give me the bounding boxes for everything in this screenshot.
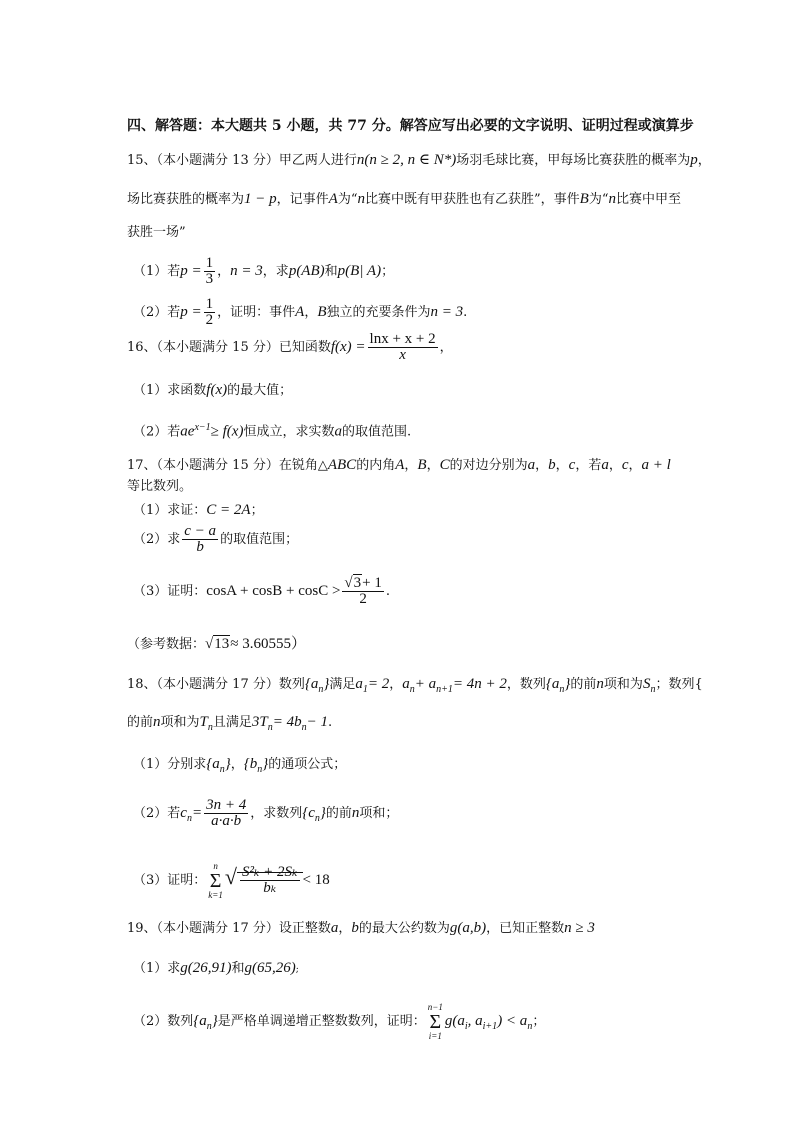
q15-math: p = [180, 304, 202, 320]
q18-math: } [262, 756, 269, 772]
q19-math: g(a [444, 1013, 465, 1029]
q15-math: n = 3 [430, 304, 464, 320]
q18-math: − 1 [306, 714, 328, 730]
q15-text: . [463, 305, 468, 320]
q19-math: } [211, 1013, 218, 1029]
part-label: （2）数列 [133, 1014, 194, 1029]
fraction-num: 1 [205, 296, 214, 312]
subscript: n [314, 813, 320, 824]
radicand: 13 [214, 636, 230, 652]
part-label: （1）分别求 [133, 757, 207, 772]
q18-math: {a [206, 756, 220, 772]
q18-text: 的前 [127, 715, 154, 730]
q17-reference: （参考数据：√13≈ 3.60555） [127, 636, 306, 652]
sum-upper: n [213, 860, 218, 871]
subscript: n [318, 684, 324, 695]
q16-text: 的取值范围. [341, 424, 412, 440]
q15-math: n = 3 [230, 263, 263, 279]
q15-text: 比赛中既有甲获胜也有乙获胜”，事件 [364, 192, 580, 207]
part-label: （1）求函数 [133, 383, 207, 398]
q17-math: a [601, 457, 609, 473]
fraction-num: 1 [205, 255, 214, 271]
q15-text: 和 [324, 264, 338, 279]
q16-math: ≥ f(x) [210, 423, 244, 440]
q19-math: ) < a [497, 1013, 528, 1029]
q18-math: 3T [251, 714, 268, 730]
q17-part1 [133, 501, 794, 520]
q19-math: {a [193, 1013, 207, 1029]
q18-math: a [355, 676, 363, 692]
fraction-den: 3 [205, 271, 214, 287]
q18-math: a [402, 676, 410, 692]
part-label: （2）若 [133, 305, 181, 320]
q16-math: f(x) = [330, 339, 366, 355]
q16-text: ， [439, 340, 453, 355]
q17-line2: 等比数列。 [127, 479, 193, 494]
q15-text: ，记事件 [276, 192, 329, 207]
q18-text: ，求数列 [250, 806, 303, 821]
subscript: 1 [362, 684, 368, 695]
q15-math: B [317, 304, 327, 320]
q19-math: b [351, 920, 359, 936]
q15-punct: ， [697, 153, 711, 168]
q17-part2 [133, 523, 794, 557]
q18-math: = 4n + 2 [452, 676, 507, 692]
q18-text: 项和为 [160, 715, 200, 730]
q18-math: {a [545, 676, 560, 692]
q19-text: ， [338, 921, 352, 936]
fraction-den: a·a·b [211, 813, 242, 829]
q19-line1 [127, 919, 794, 938]
q19-math: g(26,91) [180, 960, 232, 976]
q15-text: 为“ [337, 192, 358, 207]
q16-text: 的最大值； [227, 383, 293, 398]
q17-math: cosA + cosB + cosC > [206, 583, 341, 599]
q17-intro: 17、（本小题满分 15 分）在锐角△ [127, 458, 328, 473]
q15-line2 [127, 190, 794, 209]
q19-text: ，已知正整数 [486, 921, 565, 936]
q16-line1 [127, 331, 794, 364]
q15-n: n [357, 191, 365, 207]
q15-math: A [295, 304, 305, 320]
q15-text: ， [304, 305, 318, 320]
q15-intro: 15、（本小题满分 13 分）甲乙两人进行 [127, 153, 357, 168]
q18-part3: （3）证明： n Σ k=1 √ $\frac{\text{S²ₖ + 2Sₖ}}{\text{bₖ}}$ < 18 [133, 860, 330, 900]
q18-math: } [564, 676, 571, 692]
part-label: （1）若 [133, 264, 181, 279]
part-label: （1）求 [133, 961, 181, 976]
fraction-den: 2 [359, 591, 367, 607]
subscript: n+1 [436, 684, 453, 695]
q17-math: C = 2A [206, 502, 251, 518]
q19-part1 [133, 959, 794, 979]
q18-line2 [127, 713, 794, 737]
q18-math: } [323, 676, 330, 692]
q17-text: 的取值范围； [220, 532, 299, 547]
part-label: （1）求证： [133, 503, 207, 518]
q15-text: 为“ [588, 192, 609, 207]
q16-text: 恒成立，求实数 [243, 424, 335, 440]
q19-math: n ≥ 3 [564, 920, 595, 936]
q17-text: ，若 [575, 458, 602, 473]
q19-math: a [330, 920, 339, 936]
q15-n-condition: n(n ≥ 2, n ∈ N*) [356, 152, 457, 168]
subscript: n [650, 684, 656, 695]
fraction-den: x [399, 347, 406, 363]
q18-math: {a [304, 676, 319, 692]
fraction-num: + 1 [362, 575, 382, 591]
q18-text: 满足 [329, 677, 356, 692]
q15-text: ，证明：事件 [217, 305, 296, 320]
q19-math: g(a,b) [449, 920, 487, 936]
fraction [368, 332, 438, 363]
sum-lower: i=1 [428, 1030, 442, 1041]
q18-text: ， [389, 677, 403, 692]
q16-math: f(x) [206, 382, 228, 398]
q18-math: T [199, 714, 208, 730]
q19-text: ; [295, 965, 299, 975]
q18-math: = 2 [367, 676, 390, 692]
q18-math: {b [243, 756, 258, 772]
fraction-den: 2 [205, 312, 214, 328]
q17-math: A [395, 457, 405, 473]
q19-part2 [133, 999, 794, 1049]
q18-part1 [133, 755, 794, 779]
fraction-num: lnx + x + 2 [369, 331, 436, 347]
q18-text: 且满足 [212, 715, 252, 730]
q16-math: ae [180, 423, 195, 440]
q17-math: c [568, 457, 576, 473]
q15-n: n [608, 191, 616, 207]
subscript: n [301, 722, 307, 733]
part-label: （3）证明： [133, 873, 207, 888]
q17-math: a [527, 457, 536, 473]
q15-p: p [690, 152, 698, 168]
subscript: n [267, 722, 273, 733]
fraction [204, 256, 216, 287]
q18-line1 [127, 675, 794, 699]
q16-part1 [133, 381, 794, 400]
q19-math: g(65,26) [244, 960, 296, 976]
fraction-num: 3n + 4 [206, 797, 247, 813]
q18-math: = [191, 805, 203, 821]
section-title: 四、解答题：本大题共 5 小题，共 77 分。解答应写出必要的文字说明、证明过程或演算步 [127, 118, 694, 134]
fraction [182, 524, 218, 555]
q18-math: n [351, 805, 360, 821]
sum-symbol: n−1 Σ i=1 [427, 1001, 443, 1041]
q17-math: B [417, 457, 427, 473]
q19-text: 和 [231, 961, 245, 976]
q18-math: } [319, 805, 326, 821]
part-label: （2）若 [133, 424, 181, 440]
q17-part3 [133, 573, 794, 610]
q16-exponent: x−1 [194, 422, 211, 433]
q18-text: ；数列{ [655, 677, 703, 692]
q19-text: 是严格单调递增正整数数列，证明： [217, 1014, 426, 1029]
q15-text: 场羽毛球比赛，甲每场比赛获胜的概率为 [456, 153, 691, 168]
fraction-num: S²ₖ + 2Sₖ [241, 864, 298, 880]
sum-upper: n−1 [427, 1001, 443, 1012]
q18-math: + a [414, 676, 437, 692]
q15-math: p = [180, 263, 202, 279]
q15-line1 [127, 151, 794, 170]
fraction: $\frac{√3+ 1}{2}$ [344, 575, 382, 607]
q17-text: （参考数据： [127, 637, 206, 652]
q17-line1: 17、（本小题满分 15 分）在锐角△ABC的内角A，B，C的对边分别为a，b，c，若a，c，a + l [127, 457, 671, 473]
subscript: n [207, 722, 213, 733]
subscript: n [559, 684, 565, 695]
q18-math: } [224, 756, 231, 772]
q17-math: b [548, 457, 556, 473]
part-label: （2）求 [133, 532, 181, 547]
q17-math: ≈ 3.60555） [230, 636, 306, 652]
q15-math: 1 − p [244, 191, 277, 207]
q17-math: c [621, 457, 629, 473]
q19-text: ； [532, 1014, 546, 1029]
q15-text: ； [381, 264, 395, 279]
q18-text: 的通项公式； [268, 757, 347, 772]
subscript: n [409, 684, 415, 695]
q18-text: ， [230, 757, 244, 772]
q18-math: {c [302, 805, 315, 821]
q15-event-b: B [579, 191, 589, 207]
q15-text: 独立的充要条件为 [326, 305, 431, 320]
part-label: （3）证明： [133, 584, 207, 599]
sum-lower: k=1 [208, 889, 223, 900]
q19-math: , a [467, 1013, 483, 1029]
q18-math: c [180, 805, 187, 821]
q17-math: C [439, 457, 450, 473]
q18-math: n [153, 714, 161, 730]
q17-text: . [385, 584, 391, 599]
q15-math: p(AB) [288, 263, 325, 279]
q17-text: 的对边分别为 [449, 458, 528, 473]
q15-text: 比赛中甲至 [615, 192, 681, 207]
q18-math: n [596, 676, 604, 692]
q18-text: . [327, 715, 333, 730]
q15-math: p(B| A) [337, 263, 382, 279]
q18-math: = 4b [272, 714, 302, 730]
q18-intro: 18、（本小题满分 17 分）数列 [127, 677, 305, 692]
subscript: i [464, 1021, 468, 1032]
q15-part1 [133, 255, 794, 288]
fraction-den: b [196, 539, 204, 555]
q18-text: 的前 [325, 806, 352, 821]
q16-math: a [334, 423, 342, 440]
q18-part2 [133, 795, 794, 837]
q15-part2 [133, 296, 794, 329]
q17-math: a + l [641, 457, 671, 473]
subscript: n [257, 764, 263, 775]
sum-symbol: n Σ k=1 [208, 860, 223, 900]
subscript: n [219, 764, 225, 775]
q15-text: ， [217, 264, 231, 279]
subscript: n [206, 1021, 212, 1032]
fraction [204, 798, 248, 829]
subscript: n [186, 813, 192, 824]
q15-event-a: A [328, 191, 338, 207]
q15-line3: 获胜一场” [127, 225, 186, 240]
q18-math: < 18 [302, 872, 330, 888]
subscript: n [527, 1021, 533, 1032]
part-label: （2）若 [133, 806, 181, 821]
q19-text: 的最大公约数为 [358, 921, 450, 936]
q15-text: 场比赛获胜的概率为 [127, 192, 245, 207]
fraction-num: c − a [184, 523, 217, 539]
q17-text: 的内角 [356, 458, 396, 473]
q19-intro: 19、（本小题满分 17 分）设正整数 [127, 921, 331, 936]
q18-text: 项和； [359, 806, 399, 821]
q15-text: ，求 [262, 264, 289, 279]
fraction [204, 297, 216, 328]
q18-text: ，数列 [506, 677, 546, 692]
q17-math: ABC [327, 457, 357, 473]
fraction [240, 865, 300, 896]
q17-text: ； [250, 503, 264, 518]
q16-intro: 16、（本小题满分 15 分）已知函数 [127, 340, 331, 355]
radicand: 3 [353, 575, 362, 591]
q18-math: S [642, 676, 651, 692]
q18-text: 项和为 [603, 677, 643, 692]
q18-text: 的前 [570, 677, 597, 692]
subscript: i+1 [482, 1021, 498, 1032]
fraction-den: bₖ [263, 880, 277, 896]
q16-part2 [133, 419, 794, 441]
